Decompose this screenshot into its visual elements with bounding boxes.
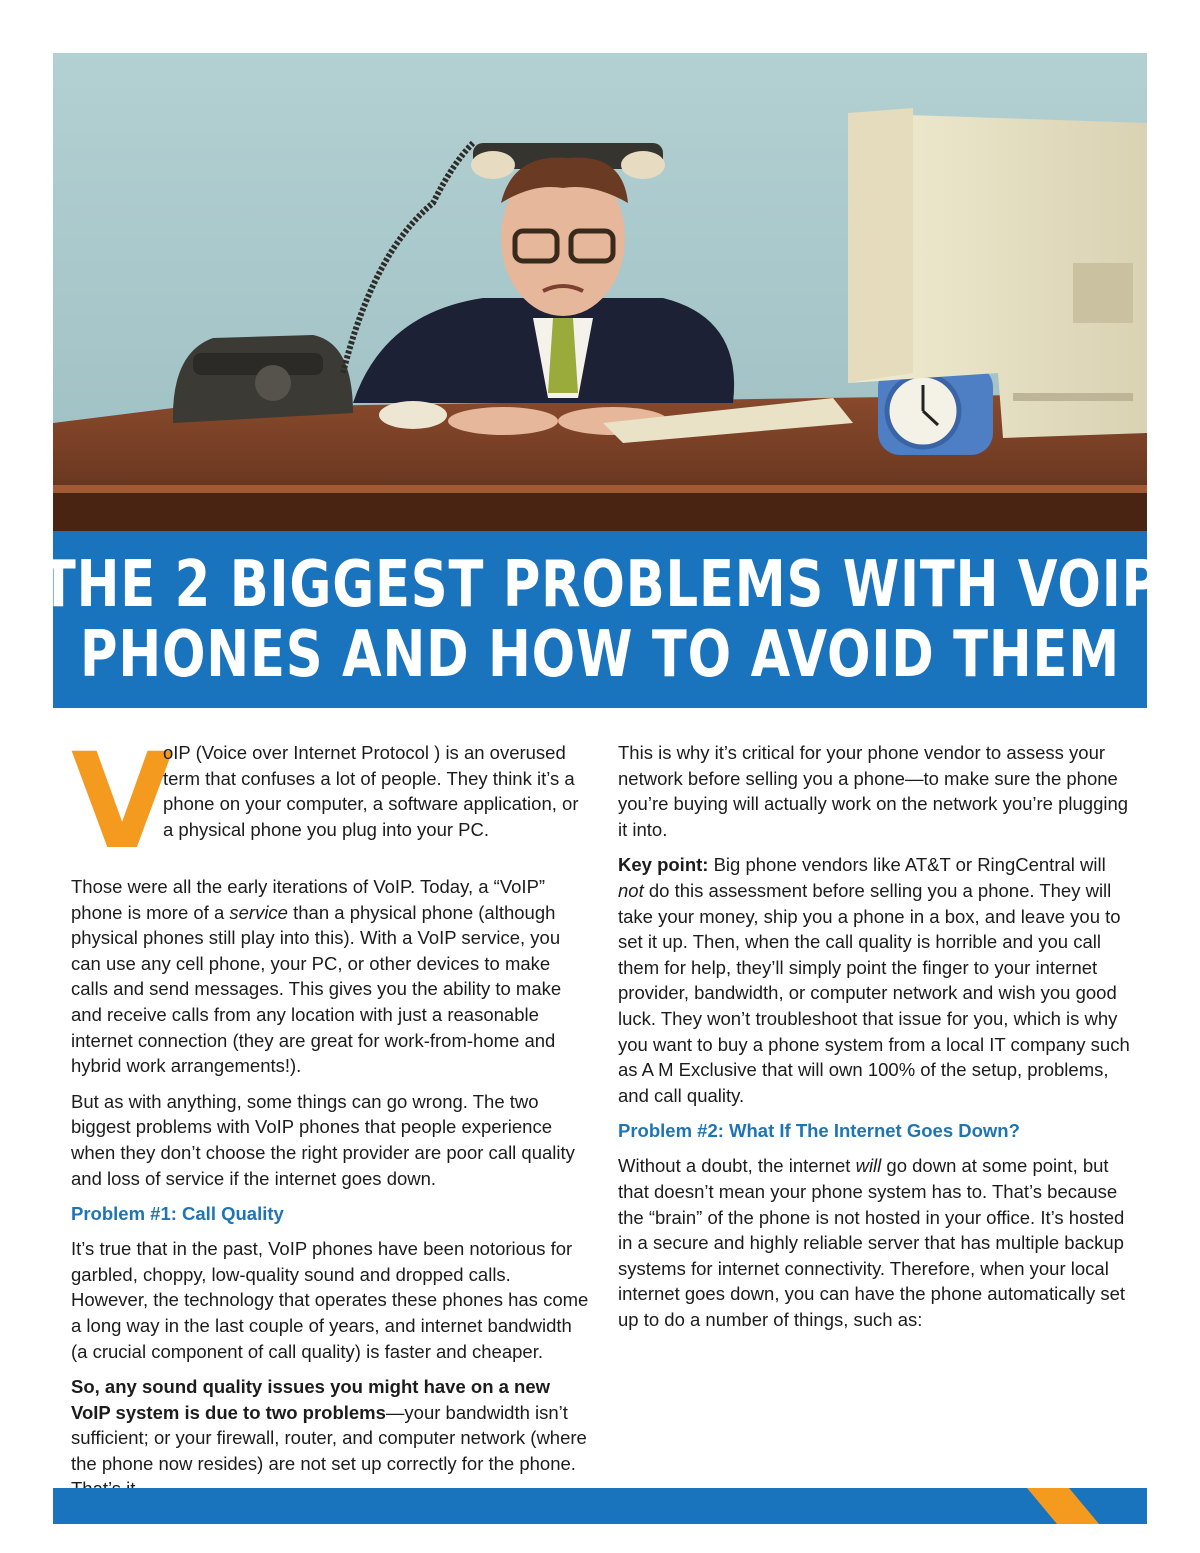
paragraph-voip-service: Those were all the early iterations of VoIP. Today, a “VoIP” phone is more of a service than a physical phone (although physical phones still play into this). With a VoIP service, you can use any cell phone, your PC, or other devices to make calls and send messages. This gives you the ability to make and receive calls from any location with just a reasonable internet connection (they are great for work-from-home and hybrid work arrangements!).	[71, 876, 562, 1077]
intro-text: oIP (Voice over Internet Protocol ) is an overused term that confuses a lot of people. They think it’s a phone on your computer, a software application, or a physical phone you plug into your PC.	[163, 742, 579, 840]
heading-problem-2: Problem #2: What If The Internet Goes Down?	[618, 1120, 1020, 1142]
page-title-line-1: THE 2 BIGGEST PROBLEMS WITH VOIP	[40, 547, 1160, 622]
article-column-right	[618, 740, 1136, 1342]
footer-bar	[53, 1488, 1147, 1524]
desk-phone-icon	[173, 335, 353, 423]
paragraph-internet-down: Without a doubt, the internet will go down at some point, but that doesn’t mean your phone system has to. That’s because the “brain” of the phone is not hosted in your office. It’s hosted in a secure and highly reliable server that has multiple backup systems for internet connectivity. Therefore, when your local internet goes down, you can have the phone automatically set up to do a number of things, such as:	[618, 1155, 1126, 1330]
paragraph-key-point: Key point: Big phone vendors like AT&T or RingCentral will not do this assessment before selling you a phone. They will take your money, ship you a phone in a box, and leave you to set it up. Then, when the call quality is horrible and you call them for help, they’ll simply point the finger to your internet provider, bandwidth, or computer network and wish you good luck. They won’t troubleshoot that issue for you, which is why you want to buy a phone system from a local IT company such as A M Exclusive that will own 100% of the setup, problems, and call quality.	[618, 854, 1130, 1106]
footer-accent-stripe	[1027, 1488, 1147, 1524]
paragraph-sound-quality: So, any sound quality issues you might have on a new VoIP system is due to two problems—your bandwidth isn’t sufficient; or your firewall, router, and computer network (where the phone now resides) are not set up correctly for the phone.	[71, 1376, 587, 1474]
intro-paragraph	[71, 725, 589, 879]
title-banner	[40, 531, 1160, 708]
paragraph-things-go-wrong: But as with anything, some things can go wrong. The two biggest problems with VoIP phones that people experience when they don’t choose the right provider are poor call quality and loss of service if the internet goes down.	[71, 1090, 575, 1189]
article-column-left	[71, 725, 589, 1512]
paragraph-call-quality: It’s true that in the past, VoIP phones have been notorious for garbled, choppy, low-quality sound and dropped calls. However, the technology that operates these phones has come a long way in the last couple of years, and internet bandwidth (a crucial component of call quality) is faster and cheaper.	[71, 1238, 589, 1362]
drop-cap: V	[71, 725, 174, 879]
hero-photo	[53, 53, 1147, 531]
page-title-line-2: PHONES AND HOW TO AVOID THEM	[79, 617, 1121, 692]
heading-problem-1: Problem #1: Call Quality	[71, 1203, 284, 1225]
paragraph-assess-network: This is why it’s critical for your phone vendor to assess your network before selling you a phone—to make sure the phone you’re buying will actually work on the network you’re plugging it into.	[618, 742, 1129, 840]
